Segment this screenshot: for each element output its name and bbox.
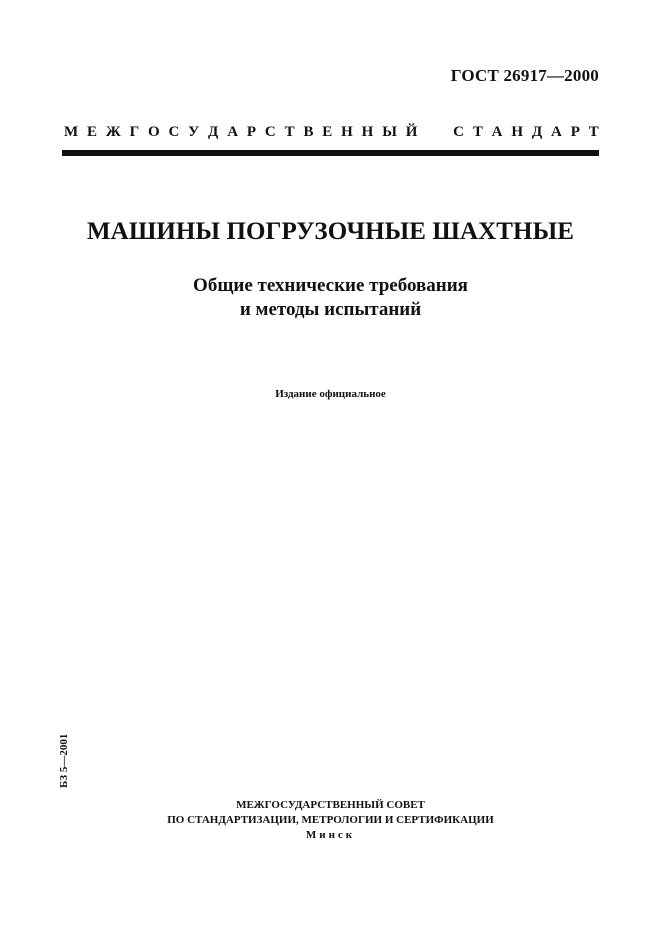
heading-letter: Й [405, 124, 418, 140]
publisher-line-2: ПО СТАНДАРТИЗАЦИИ, МЕТРОЛОГИИ И СЕРТИФИКАЦИИ [167, 814, 494, 826]
heading-letter: С [168, 124, 180, 140]
heading-letter: Н [361, 124, 374, 140]
publisher-line-1: МЕЖГОСУДАРСТВЕННЫЙ СОВЕТ [236, 799, 425, 811]
heading-letter: Т [472, 124, 483, 140]
heading-letter: С [453, 124, 464, 140]
heading-letter: В [303, 124, 314, 140]
heading-letter: Р [246, 124, 257, 140]
heading-letter: Т [588, 124, 599, 140]
heading-letter: У [188, 124, 200, 140]
heading-letter: А [227, 124, 239, 140]
heading-letter: А [491, 124, 503, 140]
document-number: ГОСТ 26917—2000 [450, 66, 599, 85]
heading-letter: Н [511, 124, 524, 140]
heading-letter: Е [322, 124, 333, 140]
heading-letter: Н [341, 124, 353, 140]
heading-letter: Е [87, 124, 98, 140]
heading-letter: Д [531, 124, 543, 140]
heading-letter: А [551, 124, 562, 140]
publisher-city: Минск [305, 829, 356, 841]
side-code: БЗ 5—2001 [58, 733, 70, 788]
subtitle-line-2: и методы испытаний [239, 299, 422, 320]
edition-label: Издание официальное [275, 388, 386, 400]
heading-letter: О [147, 124, 160, 140]
heading-letter: М [64, 124, 79, 140]
heading-letter: Ж [105, 124, 121, 140]
heading-letter: Ы [382, 124, 397, 140]
header-rule [62, 150, 599, 156]
document-title: МАШИНЫ ПОГРУЗОЧНЫЕ ШАХТНЫЕ [86, 218, 575, 245]
document-subtitle [0, 274, 661, 322]
subtitle-line-1: Общие технические требования [193, 275, 468, 296]
standard-type-heading [64, 124, 599, 141]
heading-letter: Т [284, 124, 295, 140]
publisher-block [0, 798, 661, 843]
heading-letter: Р [570, 124, 580, 140]
heading-letter: Д [208, 124, 219, 140]
heading-letter: Г [129, 124, 140, 140]
heading-letter: С [264, 124, 276, 140]
heading-space [426, 124, 444, 141]
